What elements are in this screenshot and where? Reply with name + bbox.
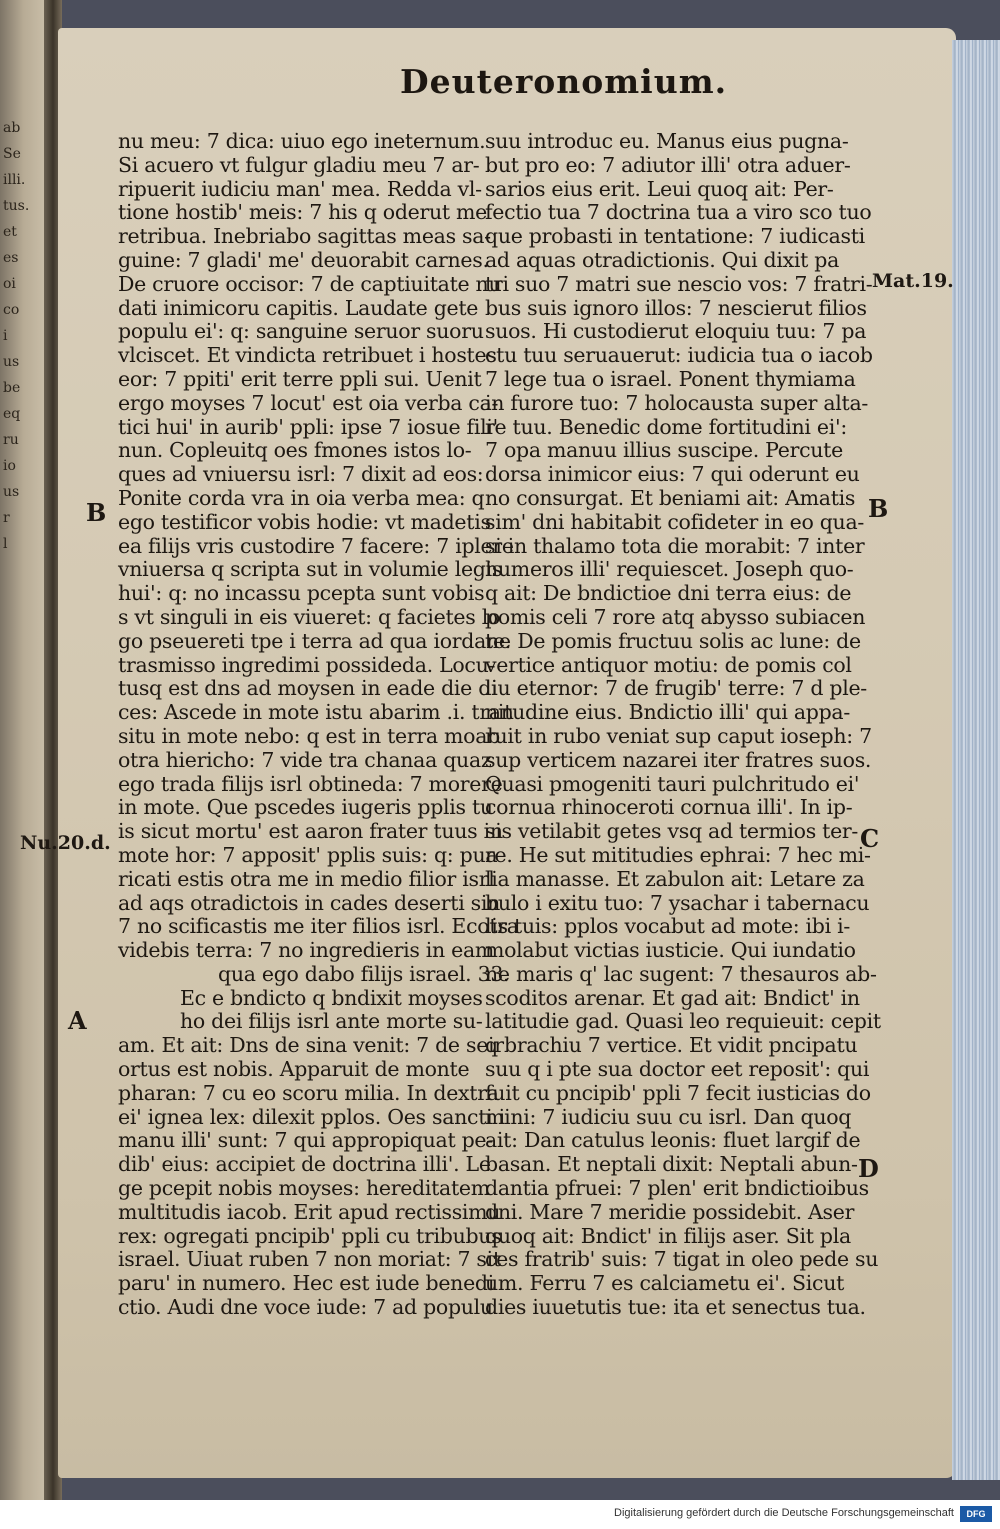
footer-bar xyxy=(0,1500,1000,1529)
left-column-line: mote hor: 7 apposit' pplis suis: q: pua xyxy=(118,842,498,867)
left-column-line: ei' ignea lex: dilexit pplos. Oes sancti i xyxy=(118,1104,505,1129)
left-page-text-fragment: co xyxy=(3,302,20,318)
left-column-line: ad aqs otradictois in cades deserti sin xyxy=(118,890,501,915)
right-column-line: cornua rhinoceroti cornua illi'. In ip- xyxy=(485,795,853,820)
left-column-line: multitudis iacob. Erit apud rectissimu xyxy=(118,1199,501,1224)
right-column-line: sim' dni habitabit cofideter in eo qua- xyxy=(485,509,865,534)
right-text-column xyxy=(485,129,881,1320)
right-column-line: dantia pfruei: 7 plen' erit bndictioibus xyxy=(485,1176,869,1201)
left-column-line: Si acuero vt fulgur gladiu meu 7 ar- xyxy=(118,152,480,177)
left-column-line: ea filijs vris custodire 7 facere: 7 iplere xyxy=(118,533,514,558)
right-column-line: basan. Et neptali dixit: Neptali abun- xyxy=(485,1152,858,1177)
right-column-line: fuit cu pncipib' ppli 7 fecit iusticias do xyxy=(485,1080,871,1105)
right-column-line: liu eternor: 7 de frugib' terre: 7 d ple- xyxy=(485,676,867,701)
left-column-line: ergo moyses 7 locut' est oia verba ca- xyxy=(118,390,499,415)
right-column-line: mini: 7 iudiciu suu cu isrl. Dan quoq xyxy=(485,1104,852,1129)
right-column-line: suu q i pte sua doctor eet reposit': qui xyxy=(485,1057,870,1082)
margin-note-nu: Nu.20.d. xyxy=(20,832,111,854)
left-column-line: dati inimicoru capitis. Laudate gete xyxy=(118,295,479,320)
right-column-line: ne maris q' lac sugent: 7 thesauros ab- xyxy=(485,961,877,986)
right-column-line: ad aquas otradictionis. Qui dixit pa xyxy=(485,247,840,272)
left-column-line: Ponite corda vra in oia verba mea: q xyxy=(118,485,485,510)
section-letter-b-right: B xyxy=(868,494,889,523)
right-column-line: 7 opa manuu illius suscipe. Percute xyxy=(485,438,843,463)
right-column-line: quoq ait: Bndict' in filijs aser. Sit pla xyxy=(485,1223,851,1248)
left-column-line: ortus est nobis. Apparuit de monte xyxy=(118,1057,470,1082)
left-column-line: ho dei filijs isrl ante morte su- xyxy=(180,1009,483,1034)
right-column-line: sarios eius erit. Leui quoq ait: Per- xyxy=(485,176,834,201)
left-column-line: go pseuereti tpe i terra ad qua iordane xyxy=(118,628,511,653)
left-page-text-fragment: io xyxy=(3,458,16,474)
right-column-line: dies iuuetutis tue: ita et senectus tua. xyxy=(485,1295,866,1320)
left-column-line: dib' eius: accipiet de doctrina illi'. Le xyxy=(118,1152,491,1177)
right-column-line: re. He sut mititudies ephrai: 7 hec mi- xyxy=(485,842,871,867)
left-page-text-fragment: be xyxy=(3,380,21,396)
right-column-line: no consurgat. Et beniami ait: Amatis xyxy=(485,485,856,510)
left-column-line: nu meu: 7 dica: uiuo ego ineternum. xyxy=(118,129,486,153)
left-column-line: ques ad vniuersu isrl: 7 dixit ad eos: xyxy=(118,462,484,487)
margin-note-mat: Mat.19. xyxy=(872,270,954,292)
left-column-line: trasmisso ingredimi possideda. Locu- xyxy=(118,652,496,677)
left-column-line: tione hostib' meis: 7 his q oderut me xyxy=(118,200,488,225)
right-column-line: nitudine eius. Bndictio illi' qui appa- xyxy=(485,700,850,725)
dfg-logo: DFG xyxy=(960,1506,992,1522)
left-column-line: nun. Copleuitq oes fmones istos lo- xyxy=(118,438,472,463)
left-page-text-fragment: illi. xyxy=(3,172,26,188)
left-column-line: qua ego dabo filijs israel. 33. xyxy=(218,961,510,986)
left-page-text-fragment: i xyxy=(3,328,8,344)
right-column-line: humeros illi' requiescet. Joseph quo- xyxy=(485,557,854,582)
left-column-line: situ in mote nebo: q est in terra moab xyxy=(118,723,500,748)
page-edges xyxy=(952,40,1000,1480)
left-page-text-fragment: us xyxy=(3,354,20,370)
left-column-line: ripuerit iudiciu man' mea. Redda vl- xyxy=(118,176,482,201)
left-column-line: guine: 7 gladi' me' deuorabit carnes. xyxy=(118,247,489,272)
right-column-line: ruit in rubo veniat sup caput ioseph: 7 xyxy=(485,723,872,748)
left-column-line: paru' in numero. Hec est iude benedi xyxy=(118,1271,494,1296)
right-column-line: um. Ferru 7 es calciametu ei'. Sicut xyxy=(485,1271,845,1296)
right-column-line: si in thalamo tota die morabit: 7 inter xyxy=(485,533,865,558)
right-column-line: q ait: De bndictioe dni terra eius: de xyxy=(485,581,852,606)
right-column-line: tri suo 7 matri sue nescio vos: 7 fratri- xyxy=(485,271,873,296)
funding-credit: Digitalisierung gefördert durch die Deutsche Forschungsgemeinschaft xyxy=(614,1507,954,1519)
left-column-line: ge pcepit nobis moyses: hereditatem xyxy=(118,1176,490,1201)
left-column-line: tici hui' in aurib' ppli: ipse 7 iosue fili' xyxy=(118,414,498,439)
right-column-line: in furore tuo: 7 holocausta super alta- xyxy=(485,390,869,415)
right-column-line: ctu tuu seruauerut: iudicia tua o iacob xyxy=(485,343,873,368)
right-column-line: ait: Dan catulus leonis: fluet largif de xyxy=(485,1128,861,1153)
right-column-line: re tuu. Benedic dome fortitudini ei': xyxy=(485,414,847,439)
left-column-line: hui': q: no incassu pcepta sunt vobis xyxy=(118,581,485,606)
right-column-line: Quasi pmogeniti tauri pulchritudo ei' xyxy=(485,771,860,796)
left-column-line: vlciscet. Et vindicta retribuet i hostes xyxy=(118,343,497,368)
left-column-line: 7 no scificastis me iter filios isrl. Ecotra xyxy=(118,914,519,939)
right-column-line: molabut victias iusticie. Qui iundatio xyxy=(485,938,856,963)
right-column-line: sup verticem nazarei iter fratres suos. xyxy=(485,747,872,772)
right-column-line: que probasti in tentatione: 7 iudicasti xyxy=(485,224,865,249)
right-column-line: ces fratrib' suis: 7 tigat in oleo pede su xyxy=(485,1247,879,1272)
right-column-line: lis tuis: pplos vocabut ad mote: ibi i- xyxy=(485,914,850,939)
left-column-line: in mote. Que pscedes iugeris pplis tu xyxy=(118,795,493,820)
right-column-line: fectio tua 7 doctrina tua a viro sco tuo xyxy=(485,200,872,225)
right-column-line: suu introduc eu. Manus eius pugna- xyxy=(485,129,849,153)
left-column-line: eor: 7 ppiti' erit terre ppli sui. Uenit xyxy=(118,366,482,391)
left-page-text-fragment: es xyxy=(3,250,19,266)
left-column-line: am. Et ait: Dns de sina venit: 7 de seir xyxy=(118,1033,504,1058)
left-column-line: retribua. Inebriabo sagittas meas sa- xyxy=(118,224,491,249)
right-column-line: scoditos arenar. Et gad ait: Bndict' in xyxy=(485,985,860,1010)
left-column-line: is sicut mortu' est aaron frater tuus in xyxy=(118,819,503,844)
left-page-text-fragment: l xyxy=(3,536,8,552)
left-text-column xyxy=(118,129,519,1320)
left-page-text-fragment: et xyxy=(3,224,17,240)
right-column-line: te. De pomis fructuu solis ac lune: de xyxy=(485,628,861,653)
left-page-text-fragment: eq xyxy=(3,406,21,422)
left-column-line: otra hiericho: 7 vide tra chanaa quaz xyxy=(118,747,492,772)
left-column-line: israel. Uiuat ruben 7 non moriat: 7 sit xyxy=(118,1247,501,1272)
section-letter-c-right: C xyxy=(860,824,880,853)
left-page-text-fragment: us xyxy=(3,484,20,500)
left-column-line: ego testificor vobis hodie: vt madetis xyxy=(118,509,491,534)
left-column-line: Ec e bndicto q bndixit moyses xyxy=(180,985,483,1010)
right-column-line: suos. Hi custodierut eloquiu tuu: 7 pa xyxy=(485,319,867,344)
left-page-text-fragment: r xyxy=(3,510,10,526)
right-column-line: dni. Mare 7 meridie possidebit. Aser xyxy=(485,1199,855,1224)
left-column-line: ego trada filijs isrl obtineda: 7 morere xyxy=(118,771,503,796)
left-page-text-fragment: ab xyxy=(3,120,21,136)
left-page-text-fragment: Se xyxy=(3,146,21,162)
right-column-line: sis vetilabit getes vsq ad termios ter- xyxy=(485,819,859,844)
right-column-line: bus suis ignoro illos: 7 nescierut filios xyxy=(485,295,867,320)
section-letter-d-right: D xyxy=(858,1154,879,1183)
right-column-line: but pro eo: 7 adiutor illi' otra aduer- xyxy=(485,152,851,177)
left-column-line: vniuersa q scripta sut in volumie legis xyxy=(118,557,503,582)
left-column-line: ricati estis otra me in medio filior isrl xyxy=(118,866,495,891)
left-column-line: populu ei': q: sanguine seruor suoru xyxy=(118,319,484,344)
right-column-line: 7 lege tua o israel. Ponent thymiama xyxy=(485,366,856,391)
left-column-line: ctio. Audi dne voce iude: 7 ad populu xyxy=(118,1295,493,1320)
left-column-line: manu illi' sunt: 7 qui appropiquat pe- xyxy=(118,1128,493,1153)
left-column-line: s vt singuli in eis viueret: q facietes lo xyxy=(118,604,500,629)
right-column-line: vertice antiquor motiu: de pomis col xyxy=(485,652,852,677)
right-column-line: lia manasse. Et zabulon ait: Letare za xyxy=(485,866,865,891)
left-column-line: De cruore occisor: 7 de captiuitate nu xyxy=(118,271,502,296)
running-head: Deuteronomium. xyxy=(400,62,728,101)
section-letter-b-left: B xyxy=(86,498,107,527)
right-column-line: bulo i exitu tuo: 7 ysachar i tabernacu xyxy=(485,890,870,915)
right-column-line: q brachiu 7 vertice. Et vidit pncipatu xyxy=(485,1033,858,1058)
left-column-line: tusq est dns ad moysen in eade die di xyxy=(118,676,498,701)
left-column-line: ces: Ascede in mote istu abarim .i. tran xyxy=(118,700,514,725)
right-column-line: latitudie gad. Quasi leo requieuit: cepit xyxy=(485,1009,881,1034)
right-column-line: dorsa inimicor eius: 7 qui oderunt eu xyxy=(485,462,860,487)
right-column-line: pomis celi 7 rore atq abysso subiacen xyxy=(485,604,866,629)
left-page-text-fragment: oi xyxy=(3,276,16,292)
left-column-line: videbis terra: 7 no ingredieris in eam xyxy=(118,938,495,963)
left-page-text-fragment: tus. xyxy=(3,198,30,214)
left-column-line: pharan: 7 cu eo scoru milia. In dextra xyxy=(118,1080,499,1105)
section-letter-a-left: A xyxy=(68,1006,87,1035)
left-column-line: rex: ogregati pncipib' ppli cu tribubus xyxy=(118,1223,502,1248)
left-page-text-fragment: ru xyxy=(3,432,19,448)
